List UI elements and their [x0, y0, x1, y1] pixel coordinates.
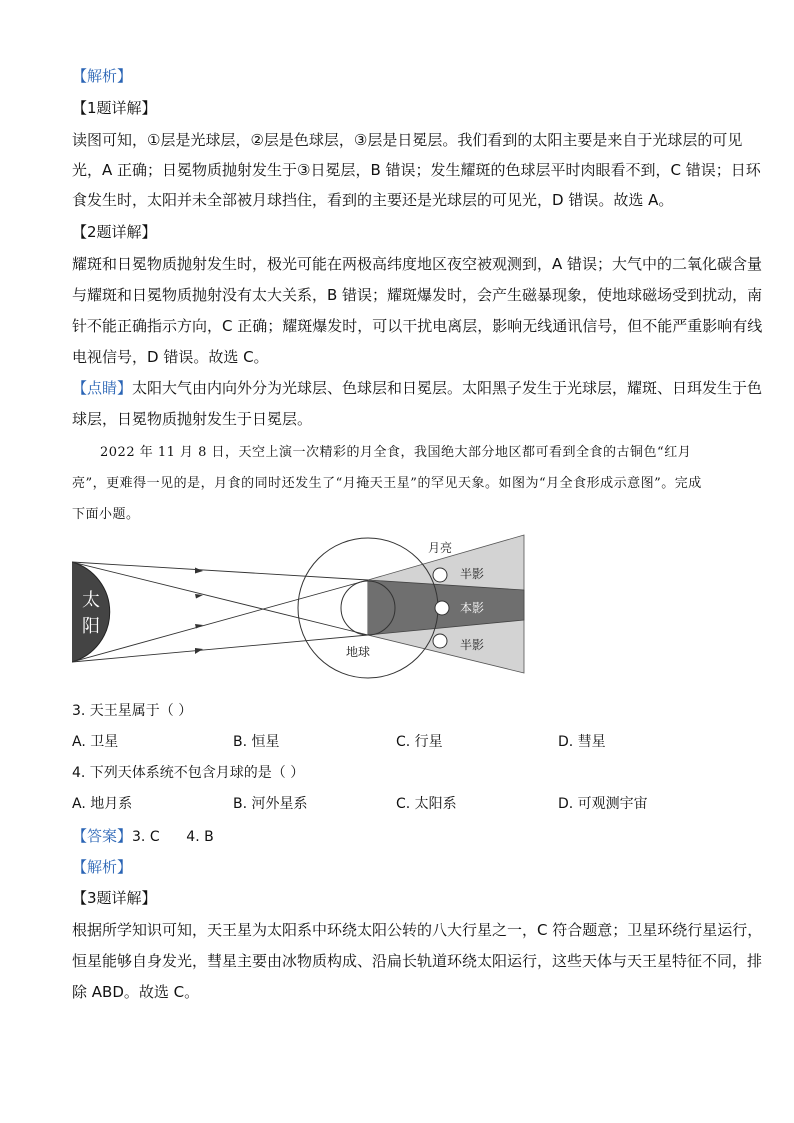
q3-option-c: C. 行星 [396, 734, 443, 750]
passage-line-1: 2022 年 11 月 8 日，天空上演一次精彩的月全食，我国绝大部分地区都可看到全食的古铜色“红月 [100, 445, 692, 460]
sun-label-2: 阳 [82, 616, 100, 637]
moon-penumbra-top [433, 568, 447, 582]
q4-stem: 4. 下列天体系统不包含月球的是（ ） [72, 765, 305, 781]
q2-line-3: 针不能正确指示方向，C 正确；耀斑爆发时，可以干扰电离层，影响无线通讯信号，但不能严重影响有线 [72, 317, 763, 335]
q1-line-1: 读图可知，①层是光球层，②层是色球层，③层是日冕层。我们看到的太阳主要是来自于光球层的可见 [72, 131, 743, 149]
q2-line-1: 耀斑和日冕物质抛射发生时，极光可能在两极高纬度地区夜空被观测到，A 错误；大气中的二氧化碳含量 [72, 255, 763, 273]
sun-rays [72, 562, 371, 662]
q3-option-b: B. 恒星 [233, 734, 280, 750]
ray-arrows [195, 568, 203, 655]
q1-line-2: 光，A 正确；日冕物质抛射发生于③日冕层，B 错误；发生耀斑的色球层平时肉眼看不到，C 错误；日环 [72, 161, 761, 179]
q3-line-3: 除 ABD。故选 C。 [72, 983, 200, 1001]
q3-line-1: 根据所学知识可知，天王星为太阳系中环绕太阳公转的八大行星之一，C 符合题意；卫星环绕行星运行， [72, 921, 763, 939]
tip-text-1: 太阳大气由内向外分为光球层、色球层和日冕层。太阳黑子发生于光球层，耀斑、日珥发生于色 [132, 379, 763, 397]
earth-label: 地球 [346, 645, 371, 659]
umbra-label: 本影 [460, 601, 485, 615]
analysis-tag-2: 【解析】 [72, 858, 133, 876]
q4-option-c: C. 太阳系 [396, 796, 457, 812]
penumbra-label-top: 半影 [460, 567, 485, 581]
answer-line [72, 826, 214, 847]
sun-label-1: 太 [82, 590, 100, 611]
moon-penumbra-bottom [433, 634, 447, 648]
analysis-tag: 【解析】 [72, 67, 133, 85]
q4-option-a: A. 地月系 [72, 796, 133, 812]
moon-label: 月亮 [428, 541, 453, 555]
penumbra-label-bottom: 半影 [460, 638, 485, 652]
tip-line-1 [72, 378, 762, 398]
q2-line-2: 与耀斑和日冕物质抛射没有太大关系，B 错误；耀斑爆发时，会产生磁暴现象，使地球磁场受到扰动，南 [72, 286, 763, 304]
q3-stem: 3. 天王星属于（ ） [72, 703, 193, 719]
q3-option-d: D. 彗星 [558, 734, 606, 750]
q4-option-d: D. 可观测宇宙 [558, 796, 648, 812]
passage-line-3: 下面小题。 [72, 507, 140, 522]
q1-line-3: 食发生时，太阳并未全部被月球挡住，看到的主要还是光球层的可见光，D 错误。故选 A。 [72, 191, 674, 209]
sun-half-disc [72, 562, 110, 662]
moon-umbra [435, 601, 449, 615]
q3-option-a: A. 卫星 [72, 734, 119, 750]
q4-option-b: B. 河外星系 [233, 796, 308, 812]
q3-detail-header: 【3题详解】 [72, 889, 157, 907]
q2-detail-header: 【2题详解】 [72, 223, 157, 241]
tip-line-2: 球层，日冕物质抛射发生于日冕层。 [72, 410, 313, 428]
answer-text: 3. C 4. B [132, 829, 214, 845]
tip-tag: 【点睛】 [72, 379, 133, 397]
lunar-eclipse-diagram [72, 528, 532, 696]
q3-line-2: 恒星能够自身发光，彗星主要由冰物质构成、沿扁长轨道环绕太阳运行，这些天体与天王星特征不同，排 [72, 952, 763, 970]
answer-tag: 【答案】 [72, 827, 133, 845]
q2-line-4: 电视信号，D 错误。故选 C。 [72, 348, 269, 366]
passage-line-2: 亮”，更难得一见的是，月食的同时还发生了“月掩天王星”的罕见天象。如图为“月全食形成示意图”。完成 [72, 476, 702, 491]
q1-detail-header: 【1题详解】 [72, 99, 157, 117]
